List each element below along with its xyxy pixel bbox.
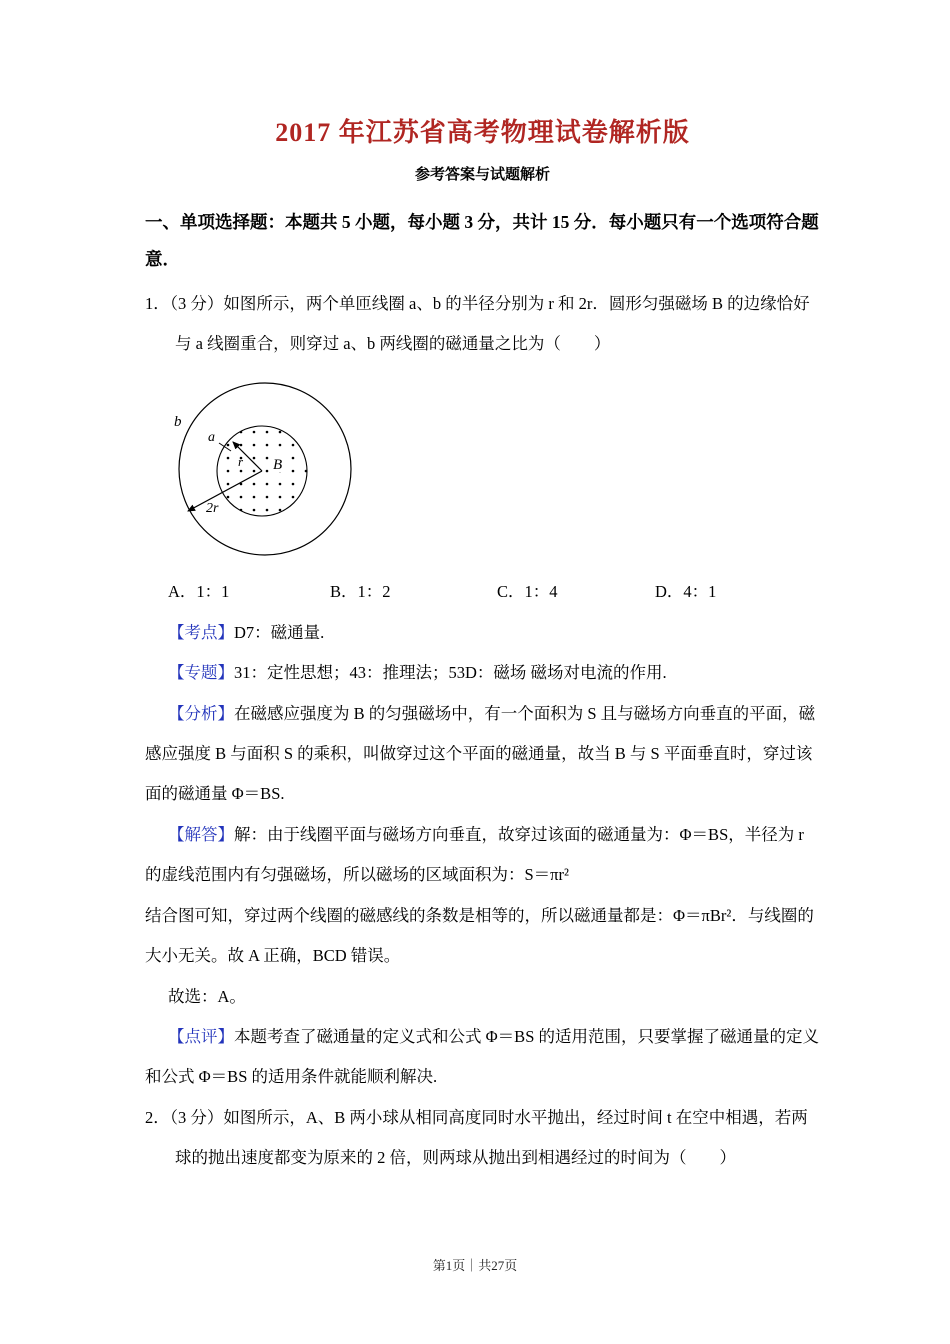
label-a: a [208, 430, 215, 446]
kaodian-text: D7：磁通量. [234, 622, 325, 642]
jieda-tag: 【解答】 [168, 824, 234, 844]
coils-field-diagram [170, 374, 360, 566]
zhuanti-text: 31：定性思想；43：推理法；53D：磁场 磁场对电流的作用. [234, 663, 667, 683]
jieda-continue-text: 结合图可知，穿过两个线圈的磁感线的条数是相等的，所以磁通量都是：Φ＝πBr²．与线圈的大小无关。故 A 正确，BCD 错误。 [145, 905, 814, 966]
fenxi-tag: 【分析】 [168, 703, 234, 723]
q1-fenxi-para [145, 694, 820, 815]
q1-jieda-para [145, 815, 820, 896]
fenxi-text: 在磁感应强度为 B 的匀强磁场中，有一个面积为 S 且与磁场方向垂直的平面，磁感应强度 B 与面积 S 的乘积，叫做穿过这个平面的磁通量，故当 B 与 S 平面垂直时，穿过该面的磁通量 Φ＝BS. [145, 703, 816, 804]
answer-text: 故选：A。 [168, 986, 246, 1006]
question1-stem: 1．（3 分）如图所示，两个单匝线圈 a、b 的半径分别为 r 和 2r．圆形匀强磁场 B 的边缘恰好与 a 线圈重合，则穿过 a、b 两线圈的磁通量之比为（ ） [145, 293, 810, 353]
q1-jieda-continue-para [145, 896, 820, 977]
jieda-text: 解：由于线圈平面与磁场方向垂直，故穿过该面的磁通量为：Φ＝BS，半径为 r 的虚线范围内有匀强磁场，所以磁场的区域面积为：S＝πr² [145, 824, 804, 885]
q1-zhuanti-para [145, 653, 820, 693]
page-subtitle: 参考答案与试题解析 [414, 167, 550, 183]
zhuanti-tag: 【专题】 [168, 663, 234, 683]
label-B: B [273, 457, 283, 474]
q1-dianping-para [145, 1017, 820, 1098]
q1-answer-para [145, 977, 820, 1017]
dianping-tag: 【点评】 [168, 1026, 234, 1046]
content-area [145, 204, 820, 1179]
question2-stem: 2．（3 分）如图所示，A、B 两小球从相同高度同时水平抛出，经过时间 t 在空中相遇，若两球的抛出速度都变为原来的 2 倍，则两球从抛出到相遇经过的时间为（ ） [145, 1107, 808, 1168]
label-r: r [238, 454, 244, 470]
label-2r: 2r [206, 501, 219, 517]
option-c: C．1：4 [497, 582, 558, 602]
kaodian-tag: 【考点】 [168, 622, 234, 642]
question1-figure [170, 374, 360, 566]
section-heading: 一、单项选择题：本题共 5 小题，每小题 3 分，共计 15 分．每小题只有一个选项符合题意． [145, 212, 819, 269]
q1-kaodian-para [145, 613, 820, 653]
option-a: A．1：1 [168, 582, 230, 602]
question1-options [145, 572, 820, 612]
option-d: D．4：1 [655, 582, 717, 602]
page-number-info: 第1页｜共27页 [432, 1258, 518, 1273]
option-b: B．1：2 [330, 582, 391, 602]
page-title: 2017 年江苏省高考物理试卷解析版 [275, 118, 690, 147]
dianping-text: 本题考查了磁通量的定义式和公式 Φ＝BS 的适用范围，只要掌握了磁通量的定义和公式 Φ＝BS 的适用条件就能顺利解决. [145, 1026, 819, 1087]
page-footer [0, 1255, 950, 1274]
label-b: b [174, 414, 182, 431]
